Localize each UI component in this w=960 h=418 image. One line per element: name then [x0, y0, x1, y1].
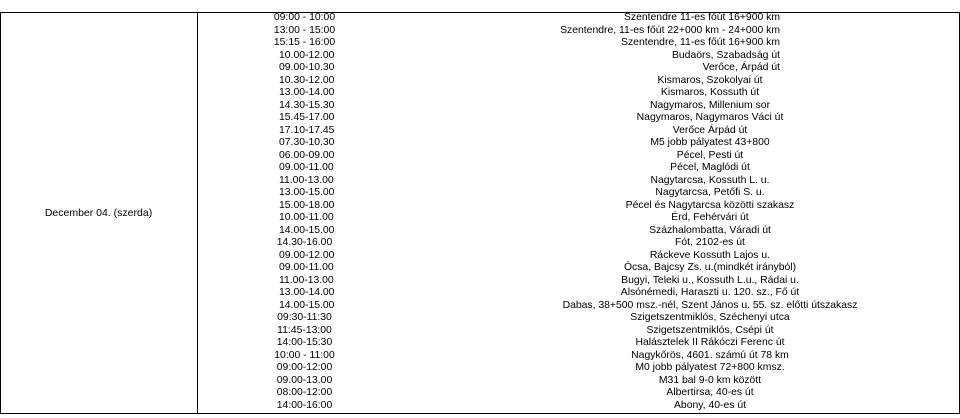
- location-cell: M5 jobb pályatest 43+800: [650, 137, 770, 148]
- table-row: [0, 251, 960, 262]
- table-row: [0, 76, 960, 87]
- table-row: [0, 163, 960, 174]
- table-row: [0, 26, 960, 37]
- time-cell: 14.00-15.00: [279, 224, 335, 236]
- table-row: [0, 276, 960, 287]
- location-cell: Dabas, 38+500 msz.-nél, Szent János u. 55. sz. előtti útszakasz: [562, 299, 858, 311]
- table-row: [0, 151, 960, 162]
- time-cell: 09.00-13.00: [276, 374, 333, 386]
- table-bottom-border: [0, 413, 960, 414]
- time-cell: 09:30-11:30: [277, 312, 332, 323]
- table-row: [0, 176, 960, 187]
- location-cell: Nagytarcsa, Kossuth L. u.: [650, 174, 770, 186]
- location-cell: M31 bal 9-0 km között: [658, 374, 762, 386]
- time-cell: 10.00-12.00: [279, 49, 335, 61]
- time-cell: 11:45-13:00: [277, 324, 332, 336]
- location-cell: Verőce, Árpád út: [702, 62, 780, 73]
- location-cell: Albertirsa, 40-es út: [666, 387, 754, 398]
- time-cell: 10.00-11.00: [279, 212, 334, 223]
- location-cell: M0 jobb pályatest 72+800 kmsz.: [635, 362, 785, 373]
- location-cell: Százhalombatta, Váradi út: [649, 224, 771, 236]
- location-cell: Pécel, Pesti út: [676, 149, 744, 161]
- location-cell: Ócsa, Bajcsy Zs. u.(mindkét irányból): [623, 262, 797, 273]
- table-row: [0, 363, 960, 374]
- time-cell: 07.30-10.30: [279, 137, 335, 148]
- location-cell: Szentendre, 11-es főút 22+000 km - 24+000 km: [560, 24, 780, 36]
- location-cell: Halásztelek II Rákóczi Ferenc út: [635, 337, 785, 348]
- location-cell: Nagymaros, Millenium sor: [649, 99, 771, 111]
- location-cell: Abony, 40-es út: [673, 399, 746, 411]
- table-row: [0, 388, 960, 399]
- location-cell: Pécel és Nagytarcsa közötti szakasz: [625, 199, 795, 211]
- location-cell: Kismaros, Kossuth út: [660, 87, 760, 98]
- time-cell: 10:00 - 11:00: [274, 349, 335, 361]
- time-cell: 15:15 - 16:00: [273, 37, 336, 48]
- time-cell: 09.00-11.00: [279, 162, 334, 173]
- time-cell: 14.00-15.00: [279, 299, 335, 311]
- location-cell: Érd, Fehérvári út: [671, 212, 749, 223]
- location-cell: Pécel, Maglódi út: [670, 162, 750, 173]
- location-cell: Bugyi, Teleki u., Kossuth L.u., Rádai u.: [621, 274, 799, 286]
- table-row: [0, 126, 960, 137]
- table-row: [0, 63, 960, 74]
- time-cell: 13.00-15.00: [279, 187, 335, 198]
- time-cell: 14.30-16.00: [276, 237, 333, 248]
- location-cell: Szentendre 11-es főút 16+900 km: [623, 12, 780, 23]
- location-cell: Ráckeve Kossuth Lajos u.: [649, 249, 771, 261]
- time-cell: 15.00-18.00: [279, 199, 335, 211]
- location-cell: Verőce Árpád út: [672, 124, 748, 136]
- table-row: [0, 326, 960, 337]
- table-row: [0, 226, 960, 237]
- table-row: [0, 201, 960, 212]
- time-cell: 09.00-10.30: [279, 62, 335, 73]
- table-row: [0, 88, 960, 99]
- time-cell: 14:00-15:30: [276, 337, 333, 348]
- time-cell: 14:00-16:00: [276, 399, 333, 411]
- location-cell: Alsónémedi, Haraszti u. 120. sz., Fő út: [620, 287, 800, 298]
- table-row: [0, 351, 960, 362]
- time-cell: 11.00-13.00: [279, 174, 334, 186]
- location-cell: Szentendre, 11-es főút 16+900 km: [621, 37, 780, 48]
- time-cell: 09.00-11.00: [279, 262, 334, 273]
- time-cell: 09:00-12:00: [276, 362, 333, 373]
- time-cell: 13.00-14.00: [279, 87, 335, 98]
- table-row: [0, 51, 960, 62]
- table-row: [0, 401, 960, 412]
- time-cell: 15.45-17.00: [279, 112, 335, 123]
- date-cell: December 04. (szerda): [44, 206, 153, 219]
- table-row: [0, 238, 960, 249]
- table-row: [0, 263, 960, 274]
- location-cell: Szigetszentmiklós, Csépi út: [646, 324, 774, 336]
- table-row: [0, 113, 960, 124]
- table-row: [0, 213, 960, 224]
- time-cell: 14.30-15.30: [279, 99, 335, 111]
- time-cell: 11.00-13.00: [279, 274, 334, 286]
- location-cell: Szigetszentmiklós, Széchenyi utca: [630, 312, 790, 323]
- location-cell: Nagykőrös, 4601. számú út 78 km: [631, 349, 789, 361]
- table-row: [0, 288, 960, 299]
- location-cell: Nagytarcsa, Petőfi S. u.: [655, 187, 765, 198]
- time-cell: 13.00-14.00: [279, 287, 335, 298]
- location-cell: Fót, 2102-es út: [675, 237, 745, 248]
- time-cell: 13:00 - 15:00: [273, 24, 336, 36]
- table-row: [0, 101, 960, 112]
- time-cell: 09:00 - 10:00: [273, 12, 336, 23]
- table-row: [0, 13, 960, 24]
- location-cell: Budaörs, Szabadság út: [671, 49, 780, 61]
- location-cell: Nagymaros, Nagymaros Váci út: [636, 112, 784, 123]
- table-row: [0, 301, 960, 312]
- location-cell: Kismaros, Szokolyai út: [657, 74, 763, 86]
- table-row: [0, 138, 960, 149]
- table-row: [0, 338, 960, 349]
- time-cell: 09.00-12.00: [279, 249, 335, 261]
- table-row: [0, 188, 960, 199]
- time-cell: 10.30-12.00: [279, 74, 335, 86]
- time-cell: 06.00-09.00: [279, 149, 335, 161]
- table-row: [0, 38, 960, 49]
- time-cell: 08:00-12:00: [276, 387, 333, 398]
- table-row: [0, 313, 960, 324]
- time-cell: 17.10-17.45: [279, 124, 335, 136]
- table-row: [0, 376, 960, 387]
